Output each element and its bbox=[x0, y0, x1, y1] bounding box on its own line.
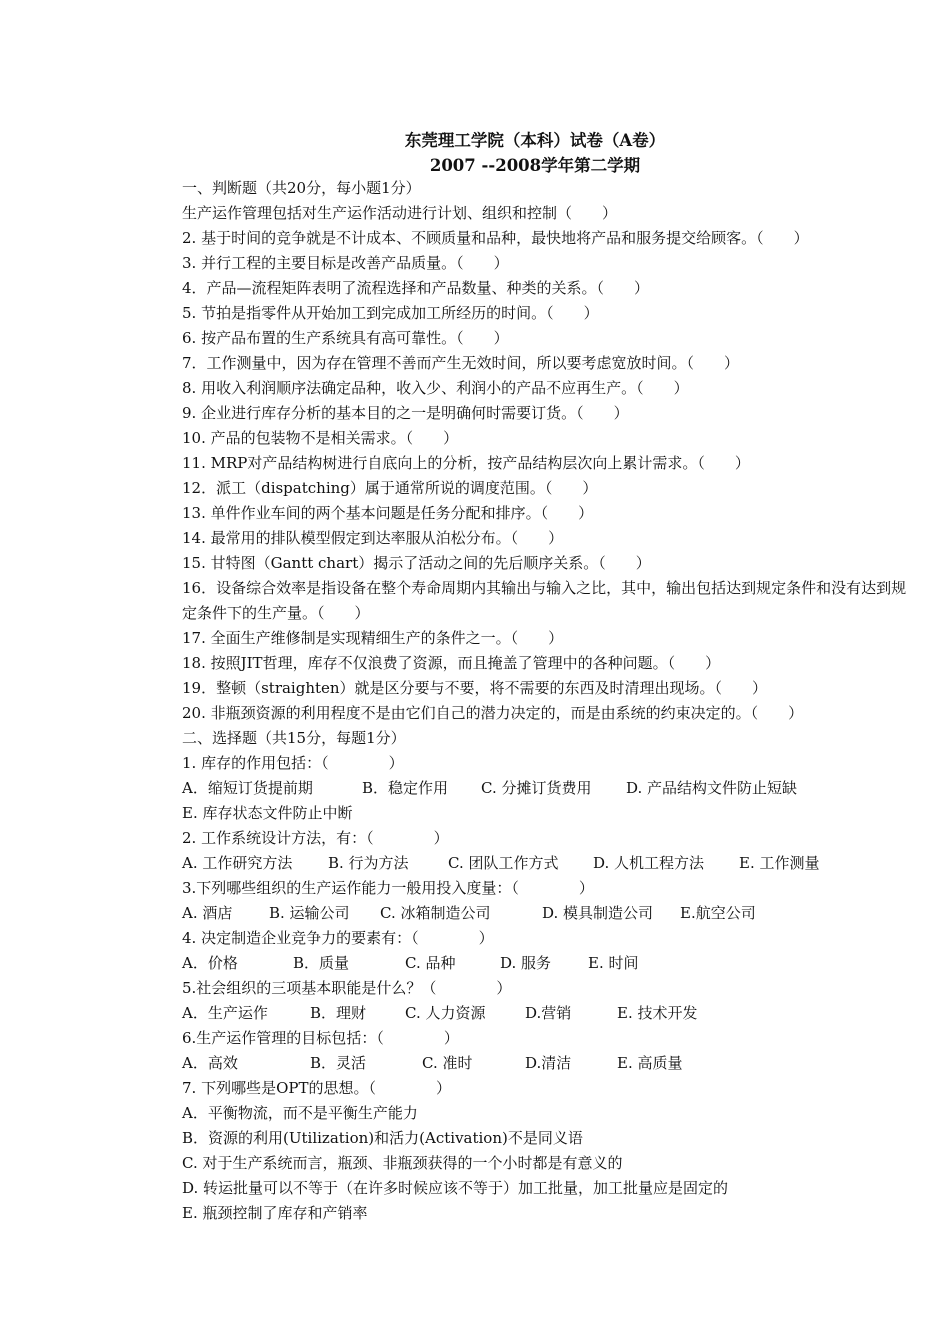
option: B．质量 bbox=[293, 954, 350, 972]
mc-question-7-option-b: B．资源的利用(Utilization)和活力(Activation)不是同义语 bbox=[182, 1129, 583, 1147]
mc-question-2: 2. 工作系统设计方法，有：（ ） bbox=[182, 829, 449, 847]
mc-question-1: 1. 库存的作用包括：（ ） bbox=[182, 754, 404, 772]
tf-question-3: 3. 并行工程的主要目标是改善产品质量。（ ） bbox=[182, 254, 509, 272]
tf-question-19: 19．整顿（straighten）就是区分要与不要，将不需要的东西及时清理出现场。（ ） bbox=[182, 679, 768, 697]
option: C. 冰箱制造公司 bbox=[380, 904, 491, 922]
option: E. 时间 bbox=[588, 954, 639, 972]
tf-question-10: 10. 产品的包装物不是相关需求。（ ） bbox=[182, 429, 459, 447]
exam-term: 2007 --2008学年第二学期 bbox=[429, 156, 641, 175]
tf-question-18: 18. 按照JIT哲理，库存不仅浪费了资源，而且掩盖了管理中的各种问题。（ ） bbox=[182, 654, 721, 672]
option: C. 团队工作方式 bbox=[448, 854, 559, 872]
option: A. 酒店 bbox=[182, 904, 233, 922]
tf-question-20: 20. 非瓶颈资源的利用程度不是由它们自己的潜力决定的，而是由系统的约束决定的。（ ） bbox=[182, 704, 804, 722]
option: C. 准时 bbox=[422, 1054, 473, 1072]
option: C. 人力资源 bbox=[405, 1004, 486, 1022]
mc-question-3: 3.下列哪些组织的生产运作能力一般用投入度量：（ ） bbox=[182, 879, 594, 897]
option: D. 人机工程方法 bbox=[593, 854, 705, 872]
option: B．稳定作用 bbox=[362, 779, 449, 797]
mc-question-1-option-e: E. 库存状态文件防止中断 bbox=[182, 804, 353, 822]
option: E. 工作测量 bbox=[739, 854, 820, 872]
option: B．灵活 bbox=[310, 1054, 367, 1072]
tf-question-5: 5. 节拍是指零件从开始加工到完成加工所经历的时间。（ ） bbox=[182, 304, 599, 322]
tf-question-12: 12．派工（dispatching）属于通常所说的调度范围。（ ） bbox=[182, 479, 598, 497]
option: A．生产运作 bbox=[182, 1004, 268, 1022]
section2-heading: 二、选择题（共15分，每题1分） bbox=[182, 729, 406, 747]
option: B. 行为方法 bbox=[328, 854, 409, 872]
mc-question-1-options bbox=[182, 776, 912, 801]
tf-question-1: 生产运作管理包括对生产运作活动进行计划、组织和控制（ ） bbox=[182, 204, 618, 222]
tf-question-4: 4．产品—流程矩阵表明了流程选择和产品数量、种类的关系。（ ） bbox=[182, 279, 650, 297]
mc-question-6: 6.生产运作管理的目标包括：（ ） bbox=[182, 1029, 459, 1047]
option: D. 服务 bbox=[500, 954, 552, 972]
tf-question-8: 8. 用收入利润顺序法确定品种，收入少、利润小的产品不应再生产。（ ） bbox=[182, 379, 689, 397]
exam-title: 东莞理工学院（本科）试卷（A卷） bbox=[404, 131, 666, 150]
tf-question-14: 14. 最常用的排队模型假定到达率服从泊松分布。（ ） bbox=[182, 529, 564, 547]
tf-question-13: 13. 单件作业车间的两个基本问题是任务分配和排序。（ ） bbox=[182, 504, 594, 522]
mc-question-3-options bbox=[182, 901, 912, 926]
mc-question-5: 5.社会组织的三项基本职能是什么？（ ） bbox=[182, 979, 512, 997]
mc-question-7: 7. 下列哪些是OPT的思想。（ ） bbox=[182, 1079, 451, 1097]
mc-question-7-option-e: E. 瓶颈控制了库存和产销率 bbox=[182, 1204, 368, 1222]
tf-question-7: 7．工作测量中，因为存在管理不善而产生无效时间，所以要考虑宽放时间。（ ） bbox=[182, 354, 740, 372]
tf-question-6: 6. 按产品布置的生产系统具有高可靠性。（ ） bbox=[182, 329, 509, 347]
section1-heading: 一、判断题（共20分，每小题1分） bbox=[182, 179, 421, 197]
option: D. 模具制造公司 bbox=[542, 904, 654, 922]
option: A. 工作研究方法 bbox=[182, 854, 293, 872]
mc-question-7-option-c: C. 对于生产系统而言，瓶颈、非瓶颈获得的一个小时都是有意义的 bbox=[182, 1154, 623, 1172]
tf-question-16: 16．设备综合效率是指设备在整个寿命周期内其输出与输入之比，其中，输出包括达到规定条件和没有达到规定条件下的生产量。（ ） bbox=[182, 579, 907, 622]
option: A．价格 bbox=[182, 954, 238, 972]
option: C. 分摊订货费用 bbox=[481, 779, 592, 797]
mc-question-6-options bbox=[182, 1051, 912, 1076]
option: D.清洁 bbox=[525, 1054, 572, 1072]
mc-question-2-options bbox=[182, 851, 912, 876]
tf-question-15: 15. 甘特图（Gantt chart）揭示了活动之间的先后顺序关系。（ ） bbox=[182, 554, 651, 572]
tf-question-11: 11. MRP对产品结构树进行自底向上的分析，按产品结构层次向上累计需求。（ ） bbox=[182, 454, 750, 472]
tf-question-17: 17. 全面生产维修制是实现精细生产的条件之一。（ ） bbox=[182, 629, 564, 647]
option: D. 产品结构文件防止短缺 bbox=[626, 779, 798, 797]
option: E.航空公司 bbox=[680, 904, 756, 922]
mc-question-5-options bbox=[182, 1001, 912, 1026]
option: A．缩短订货提前期 bbox=[182, 779, 313, 797]
option: A．高效 bbox=[182, 1054, 238, 1072]
option: E. 技术开发 bbox=[617, 1004, 698, 1022]
option: E. 高质量 bbox=[617, 1054, 683, 1072]
option: B．理财 bbox=[310, 1004, 367, 1022]
mc-question-4: 4. 决定制造企业竞争力的要素有：（ ） bbox=[182, 929, 494, 947]
tf-question-2: 2. 基于时间的竞争就是不计成本、不顾质量和品种，最快地将产品和服务提交给顾客。（ ） bbox=[182, 229, 809, 247]
mc-question-4-options bbox=[182, 951, 912, 976]
exam-body bbox=[182, 176, 912, 1226]
option: B. 运输公司 bbox=[269, 904, 350, 922]
mc-question-7-option-d: D. 转运批量可以不等于（在许多时候应该不等于）加工批量，加工批量应是固定的 bbox=[182, 1179, 729, 1197]
mc-question-7-option-a: A．平衡物流，而不是平衡生产能力 bbox=[182, 1104, 418, 1122]
option: C. 品种 bbox=[405, 954, 456, 972]
tf-question-9: 9. 企业进行库存分析的基本目的之一是明确何时需要订货。（ ） bbox=[182, 404, 629, 422]
option: D.营销 bbox=[525, 1004, 572, 1022]
